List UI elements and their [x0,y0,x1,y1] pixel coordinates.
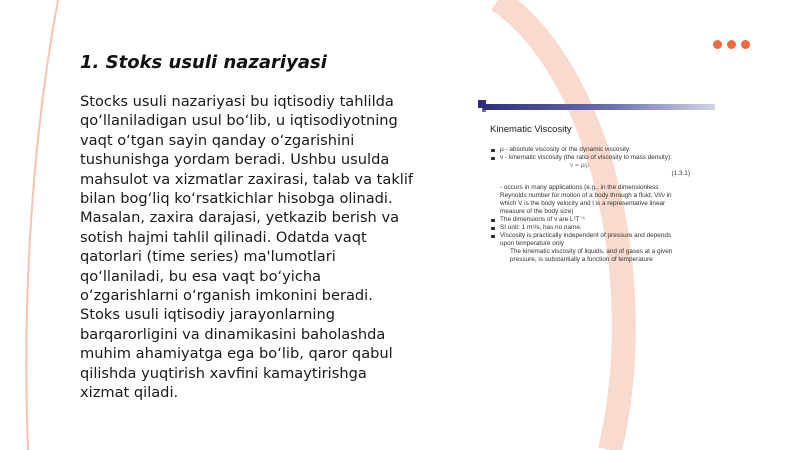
body-line: Stocks usuli nazariyasi bu iqtisodiy tahlilda [80,93,394,110]
body-line: bilan bog‘liq ko‘rsatkichlar hisobga olinadi. [80,190,393,208]
body-line: qo‘llaniladigan usul bo‘lib, u iqtisodiyotning [80,112,398,130]
figure-equation-number: (1.3.1) [671,170,690,177]
figure-line: measure of the body size) [500,208,574,215]
embedded-slide-image [478,100,718,275]
accent-dots [713,40,750,49]
figure-line: Viscosity is practically independent of pressure and depends [490,232,718,240]
body-line: xizmat qiladi. [80,384,179,402]
body-line: o‘zgarishlarni o‘rganish imkonini beradi. [80,287,373,305]
accent-dot [713,40,722,49]
figure-line: - occurs in many applications (e.g., in the dimensionless [500,184,659,191]
slide-body-text [80,92,430,403]
body-line: mahsulot va xizmatlar zaxirasi, talab va taklif [80,170,414,188]
figure-line: Reynolds number for motion of a body through a fluid, Vl/ν in [500,192,672,199]
body-line: qatorlari (time series) ma'lumotlari [80,248,336,266]
body-line: barqarorligini va dinamikasini baholashda [80,325,386,343]
body-line: qo‘llaniladi, bu esa vaqt bo‘yicha [80,267,322,285]
figure-line: μ - absolute viscosity or the dynamic viscosity [490,146,718,154]
body-line: sotish hajmi tahlil qilinadi. Odatda vaqt [80,228,367,246]
figure-equation: ν = μ/ρ [570,162,590,169]
accent-dot [727,40,736,49]
body-line: qilishda yuqtirish xavfini kamaytirishga [80,364,367,382]
body-line: tushunishga yordam beradi. Ushbu usulda [80,151,390,169]
figure-line: which V is the body velocity and l is a representative linear [500,200,666,207]
accent-dot [741,40,750,49]
figure-header-bar [483,104,715,110]
figure-line: SI unit: 1 m²/s, has no name. [490,224,718,232]
slide-title: 1. Stoks usuli nazariyasi [80,52,327,73]
figure-line: ν - kinematic viscosity (the ratio of viscosity to mass density): [490,154,718,162]
body-line: Masalan, zaxira darajasi, yetkazib berish va [80,209,400,227]
figure-line: The dimensions of ν are L²T⁻¹ [490,216,718,224]
figure-line: The kinematic viscosity of liquids, and of gases at a given [510,248,673,255]
figure-line: upon temperature only [500,240,564,247]
figure-title: Kinematic Viscosity [490,124,572,135]
body-line: muhim ahamiyatga ega bo‘lib, qaror qabul [80,345,393,363]
figure-text [490,146,718,264]
body-line: Stoks usuli iqtisodiy jarayonlarning [80,306,335,324]
body-line: vaqt o‘tgan sayin qanday o‘zgarishini [80,131,355,149]
left-arc [26,0,58,450]
figure-line: pressure, is substantially a function of temperature [510,256,653,263]
